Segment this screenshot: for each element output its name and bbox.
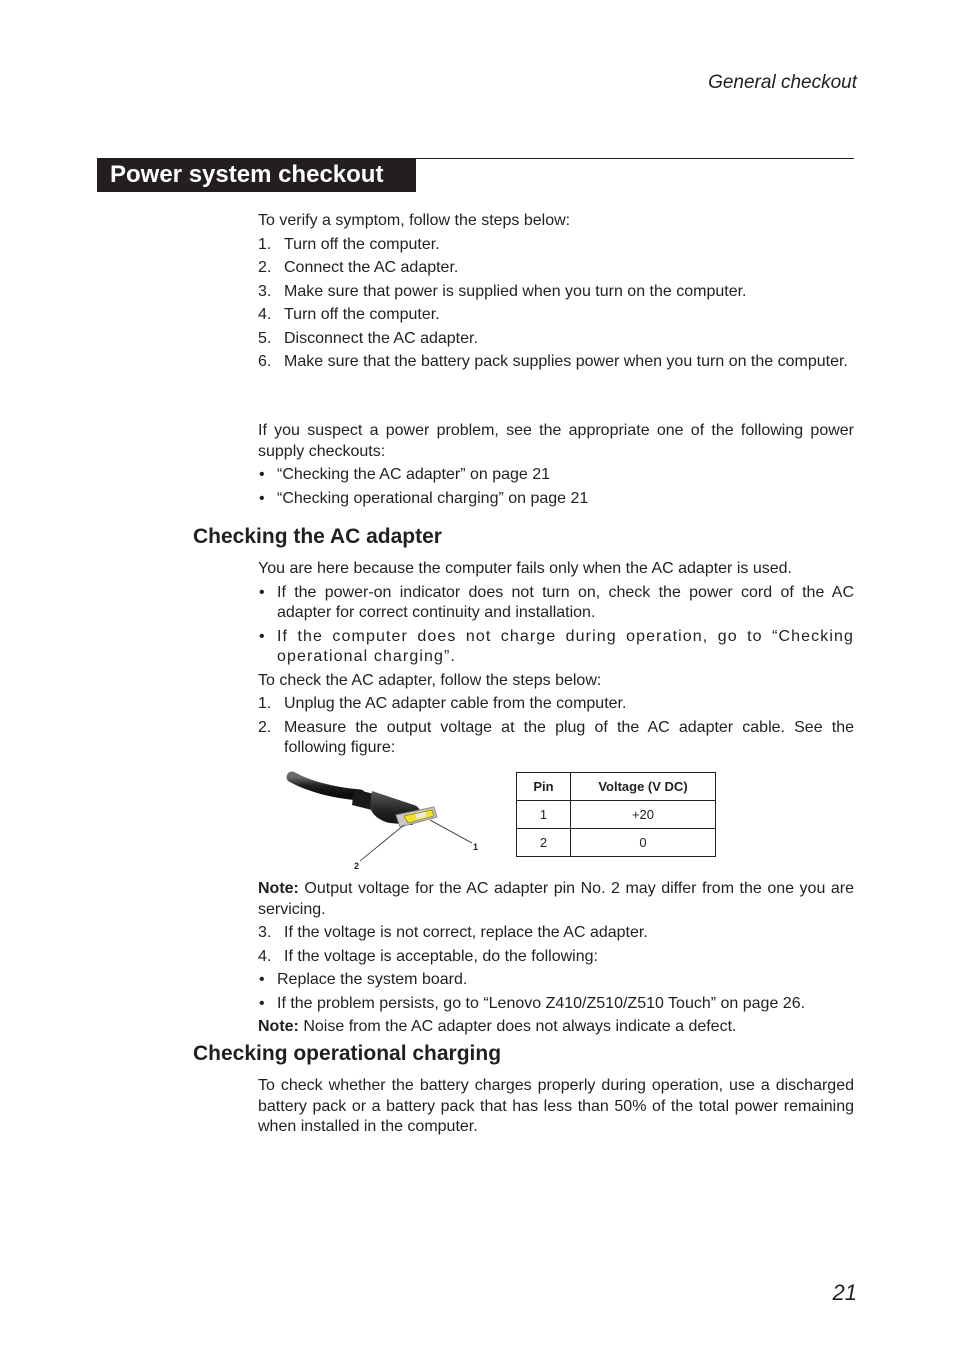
ac-steps-lead: To check the AC adapter, follow the steps below: xyxy=(258,671,602,689)
ac-step xyxy=(258,947,854,968)
table-cell: 1 xyxy=(517,801,571,829)
running-header: General checkout xyxy=(708,72,857,93)
bullet-text: If the computer does not charge during operation, go to “Checking operational charging”. xyxy=(277,627,854,665)
callout-label-1: 1 xyxy=(473,842,479,852)
page-title: Power system checkout xyxy=(97,159,416,192)
ac-adapter-after-figure xyxy=(258,879,854,1038)
bullet: • xyxy=(259,971,265,988)
step-number: 3. xyxy=(258,924,272,941)
bullet-text: If the power-on indicator does not turn on, check the power cord of the AC adapter for correct continuity and installation. xyxy=(277,583,854,621)
charging-section xyxy=(258,1076,854,1138)
intro-step xyxy=(258,258,854,279)
step-number: 6. xyxy=(258,353,272,370)
step-number: 3. xyxy=(258,282,272,300)
table-header: Voltage (V DC) xyxy=(571,773,716,801)
step-text: Make sure that the battery pack supplies power when you turn on the computer. xyxy=(284,353,848,370)
note-label: Note: xyxy=(258,1018,299,1035)
table-cell: 2 xyxy=(517,829,571,857)
ac-adapter-section xyxy=(258,559,854,759)
ac-lead: You are here because the computer fails only when the AC adapter is used. xyxy=(258,560,792,577)
note-2 xyxy=(258,1017,854,1038)
table-header: Pin xyxy=(517,773,571,801)
ac-step xyxy=(258,694,854,715)
ac-step xyxy=(258,718,854,759)
step-number: 2. xyxy=(258,259,272,276)
section-heading-ac-adapter: Checking the AC adapter xyxy=(193,525,442,548)
ac-bullet xyxy=(258,583,854,624)
link-item[interactable] xyxy=(258,489,854,510)
note-1 xyxy=(258,879,854,920)
link-text[interactable]: “Checking operational charging” on page 21 xyxy=(277,489,589,507)
bullet-text: Replace the system board. xyxy=(277,971,468,988)
bullet: • xyxy=(259,466,265,483)
note-text: Output voltage for the AC adapter pin No. 2 may differ from the one you are servicing. xyxy=(258,880,854,918)
step-number: 2. xyxy=(258,718,272,736)
step-number: 1. xyxy=(258,695,272,712)
step-text: Turn off the computer. xyxy=(284,235,440,253)
table-header-row xyxy=(517,773,716,801)
section-heading-charging: Checking operational charging xyxy=(193,1042,502,1065)
step-text: If the voltage is acceptable, do the following: xyxy=(284,947,598,965)
step-number: 4. xyxy=(258,306,272,323)
suspect-section xyxy=(258,421,854,509)
table-row xyxy=(517,801,716,829)
note-text: Noise from the AC adapter does not always indicate a defect. xyxy=(298,1018,737,1035)
step-number: 1. xyxy=(258,235,272,253)
bullet: • xyxy=(259,627,266,645)
step-text: Disconnect the AC adapter. xyxy=(284,329,478,347)
intro-lead: To verify a symptom, follow the steps below: xyxy=(258,212,571,229)
step-text: Unplug the AC adapter cable from the computer. xyxy=(284,695,627,712)
table-row xyxy=(517,829,716,857)
step-number: 4. xyxy=(258,947,272,965)
intro-section xyxy=(258,211,854,373)
bullet: • xyxy=(259,489,265,507)
ac-step xyxy=(258,923,854,944)
intro-step xyxy=(258,235,854,256)
table-cell: 0 xyxy=(571,829,716,857)
bullet: • xyxy=(259,583,265,601)
pin-voltage-table xyxy=(516,772,716,857)
bullet: • xyxy=(259,994,265,1012)
intro-step xyxy=(258,282,854,303)
cable xyxy=(292,777,360,795)
charging-text: To check whether the battery charges properly during operation, use a discharged battery pack or a battery pack that has less than 50% of the total power remaining when installed in the computer. xyxy=(258,1077,854,1135)
step-text: Connect the AC adapter. xyxy=(284,259,459,276)
intro-step xyxy=(258,329,854,350)
callout-line-2 xyxy=(360,825,404,861)
ac-bullet xyxy=(258,627,854,668)
link-item[interactable] xyxy=(258,465,854,486)
callout-label-2: 2 xyxy=(354,861,360,871)
step-text: Make sure that power is supplied when you turn on the computer. xyxy=(284,282,747,300)
sub-bullet xyxy=(258,970,854,991)
intro-step xyxy=(258,305,854,326)
step-number: 5. xyxy=(258,329,272,347)
step-text: Turn off the computer. xyxy=(284,306,440,323)
bullet-text[interactable]: If the problem persists, go to “Lenovo Z410/Z510/Z510 Touch” on page 26. xyxy=(277,994,806,1012)
step-text: Measure the output voltage at the plug of the AC adapter cable. See the following figure: xyxy=(284,718,854,756)
table-cell: +20 xyxy=(571,801,716,829)
ac-plug-figure xyxy=(280,765,490,875)
step-text: If the voltage is not correct, replace the AC adapter. xyxy=(284,924,648,941)
intro-step xyxy=(258,352,854,373)
link-text[interactable]: “Checking the AC adapter” on page 21 xyxy=(277,466,551,483)
callout-line-1 xyxy=(430,820,472,843)
suspect-text: If you suspect a power problem, see the appropriate one of the following power supply checkouts: xyxy=(258,422,854,460)
note-label: Note: xyxy=(258,880,299,897)
page-number: 21 xyxy=(832,1280,857,1305)
sub-bullet xyxy=(258,994,854,1015)
